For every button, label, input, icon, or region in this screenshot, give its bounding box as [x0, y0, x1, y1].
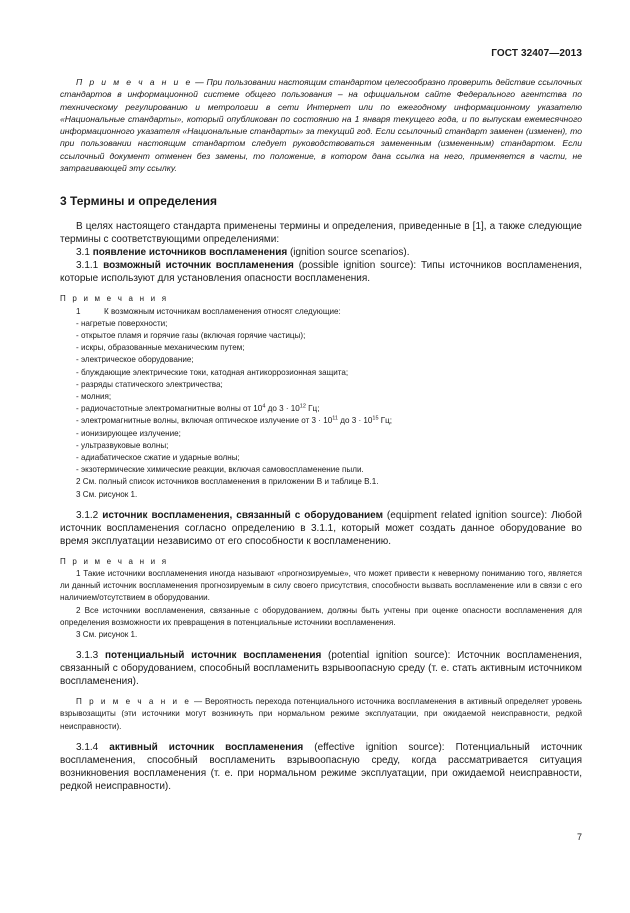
term-3-1-name: появление источников воспламенения	[92, 247, 288, 259]
term-3-1-2-number: 3.1.2	[76, 509, 103, 521]
term-3-1-2-rest: (equipment related ignition source): Любой источник воспламенения согласно определению в 3.1.1, который может создать данное оборудование во время эксплуатации независимо от его способности к воспламенению.	[60, 509, 583, 547]
notes-3-1-1-item-2: 2 См. полный список источников воспламенения в приложении В и таблице В.1.	[76, 477, 379, 487]
section-intro: В целях настоящего стандарта применены термины и определения, приведенные в [1], а также следующие термины с соответствующими определениями:	[60, 221, 582, 246]
term-3-1-3-name: потенциальный источник воспламенения	[104, 650, 322, 662]
page-number: 7	[576, 832, 582, 842]
ignition-source-list-item-3: - электрическое оборудование;	[76, 355, 194, 365]
notes-3-1-2-item-3: 3 См. рисунок 1.	[76, 630, 138, 640]
page-content	[60, 76, 582, 793]
term-3-1-3-number: 3.1.3	[76, 650, 105, 662]
em-text-2: до 3 · 10	[337, 416, 373, 426]
notes-3-1-1-item-3: 3 См. рисунок 1.	[76, 489, 138, 499]
term-3-1-3-rest: (potential ignition source): Источник воспламенения, связанный с оборудованием, способный воспламенить взрывоопасную среду (т. е. стать активным источником воспламенения).	[60, 650, 582, 688]
em-sup-2: 15	[372, 415, 379, 422]
term-3-1-1	[60, 259, 582, 285]
term-3-1-number: 3.1	[76, 247, 93, 259]
section-title: 3 Термины и определения	[60, 194, 218, 209]
rf-text-3: Гц;	[305, 404, 320, 414]
notes-3-1-1-heading: П р и м е ч а н и я	[60, 294, 169, 304]
ignition-source-list-item-b-1: - ультразвуковые волны;	[76, 440, 169, 450]
ignition-source-list-item-2: - искры, образованные механическим путем;	[76, 343, 245, 353]
term-3-1-3	[60, 649, 582, 688]
term-3-1-4-number: 3.1.4	[76, 741, 110, 753]
rf-sup-2: 12	[299, 403, 306, 410]
term-3-1-2-name: источник воспламенения, связанный с оборудованием	[102, 509, 383, 521]
notes-3-1-1	[60, 293, 582, 500]
rf-waves-item	[60, 403, 582, 415]
note-3-1-3-text: — Вероятность перехода потенциального источника воспламенения в активный определяет уровень взрывозащиты (эти источники могут возникнуть при нормальном режиме эксплуатации, при ожидаемой неисправности, редкой неисправности).	[60, 697, 582, 731]
notes-3-1-1-item-1	[60, 306, 582, 318]
term-3-1-4-rest: (effective ignition source): Потенциальный источник воспламенения, способный воспламенить взрывоопасную среду, когда рассматривается ситуация возникновения воспламенения (т. е. при нормальном режиме эксплуатации, при ожидаемой неисправности, редкой неисправности).	[60, 741, 583, 792]
term-3-1-4-name: активный источник воспламенения	[109, 741, 304, 753]
term-3-1-1-number: 3.1.1	[76, 260, 104, 272]
rf-text-1: - радиочастотные электромагнитные волны от 10	[76, 404, 263, 414]
term-3-1-2	[60, 509, 582, 548]
ignition-source-list-item-b-0: - ионизирующее излучение;	[76, 428, 181, 438]
ignition-source-list-item-5: - разряды статического электричества;	[76, 379, 223, 389]
em-sup-1: 11	[332, 415, 338, 422]
term-3-1-4	[60, 741, 582, 793]
rf-text-2: до 3 · 10	[265, 404, 300, 414]
ignition-source-list-item-4: - блуждающие электрические токи, катодная антикоррозионная защита;	[76, 367, 349, 377]
notes-3-1-2	[60, 556, 582, 641]
ignition-source-list-item-b-2: - адиабатическое сжатие и ударные волны;	[76, 453, 240, 463]
top-note-text: — При пользовании настоящим стандартом целесообразно проверить действие ссылочных стандартов в информационной системе общего пользования – на официальном сайте Федерального агентства по техническому регулированию и метрологии в сети Интернет или по ежегодному информационному указателю «Национальные стандарты», который опубликован по состоянию на 1 января текущего года, и по выпускам ежемесячного информационного указателя «Национальные стандарты» за текущий год. Если ссылочный стандарт заменен (изменен), то при пользовании настоящим стандартом следует руководствоваться замененным (измененным) стандартом. Если ссылочный документ отменен без замены, то положение, в котором дана ссылка на него, применяется в части, не затрагивающей эту ссылку.	[60, 77, 583, 174]
notes-3-1-2-heading: П р и м е ч а н и я	[60, 556, 169, 566]
note-3-1-3-body	[60, 696, 582, 733]
ignition-source-list-item-1: - открытое пламя и горячие газы (включая горячие частицы);	[76, 330, 306, 340]
em-text-3: Гц;	[378, 416, 393, 426]
top-note	[60, 76, 582, 174]
term-3-1-1-rest: (possible ignition source): Типы источников воспламенения, которые используют для установления опасности воспламенения.	[60, 260, 582, 285]
notes-3-1-2-item-1: 1 Такие источники воспламенения иногда называют «прогнозируемые», что может привести к неверному пониманию того, является ли данный источник воспламенения прогнозируемым в силу своего присутствия, способности вызвать воспламенение или в связи с его наличием/отсутствием в оборудовании.	[60, 569, 582, 603]
ignition-source-list-item-6: - молния;	[76, 392, 112, 401]
rf-sup-1: 4	[262, 403, 266, 410]
standard-code: ГОСТ 32407—2013	[491, 48, 582, 59]
notes-3-1-2-item-2: 2 Все источники воспламенения, связанные с оборудованием, должны быть учтены при оценке опасности воспламенения для определения возможности их превращения в потенциальные источники воспламенения.	[60, 605, 582, 627]
em-text-1: - электромагнитные волны, включая оптическое излучение от 3 · 10	[76, 416, 333, 426]
term-3-1-1-name: возможный источник воспламенения	[103, 260, 294, 272]
notes-3-1-1-item-1-text: К возможным источникам воспламенения относят следующие:	[104, 306, 341, 316]
ignition-source-list-item-b-3: - экзотермические химические реакции, включая самовоспламенение пыли.	[76, 465, 364, 475]
note-3-1-3-lead: П р и м е ч а н и е	[76, 697, 192, 707]
note-3-1-3	[60, 696, 582, 733]
notes-3-1-1-item-1-number: 1	[76, 306, 81, 316]
term-3-1	[60, 246, 582, 259]
term-3-1-rest: (ignition source scenarios).	[287, 247, 410, 259]
em-waves-item	[60, 415, 582, 427]
top-note-lead: П р и м е ч а н и е	[76, 77, 193, 87]
ignition-source-list-item-0: - нагретые поверхности;	[76, 318, 168, 328]
